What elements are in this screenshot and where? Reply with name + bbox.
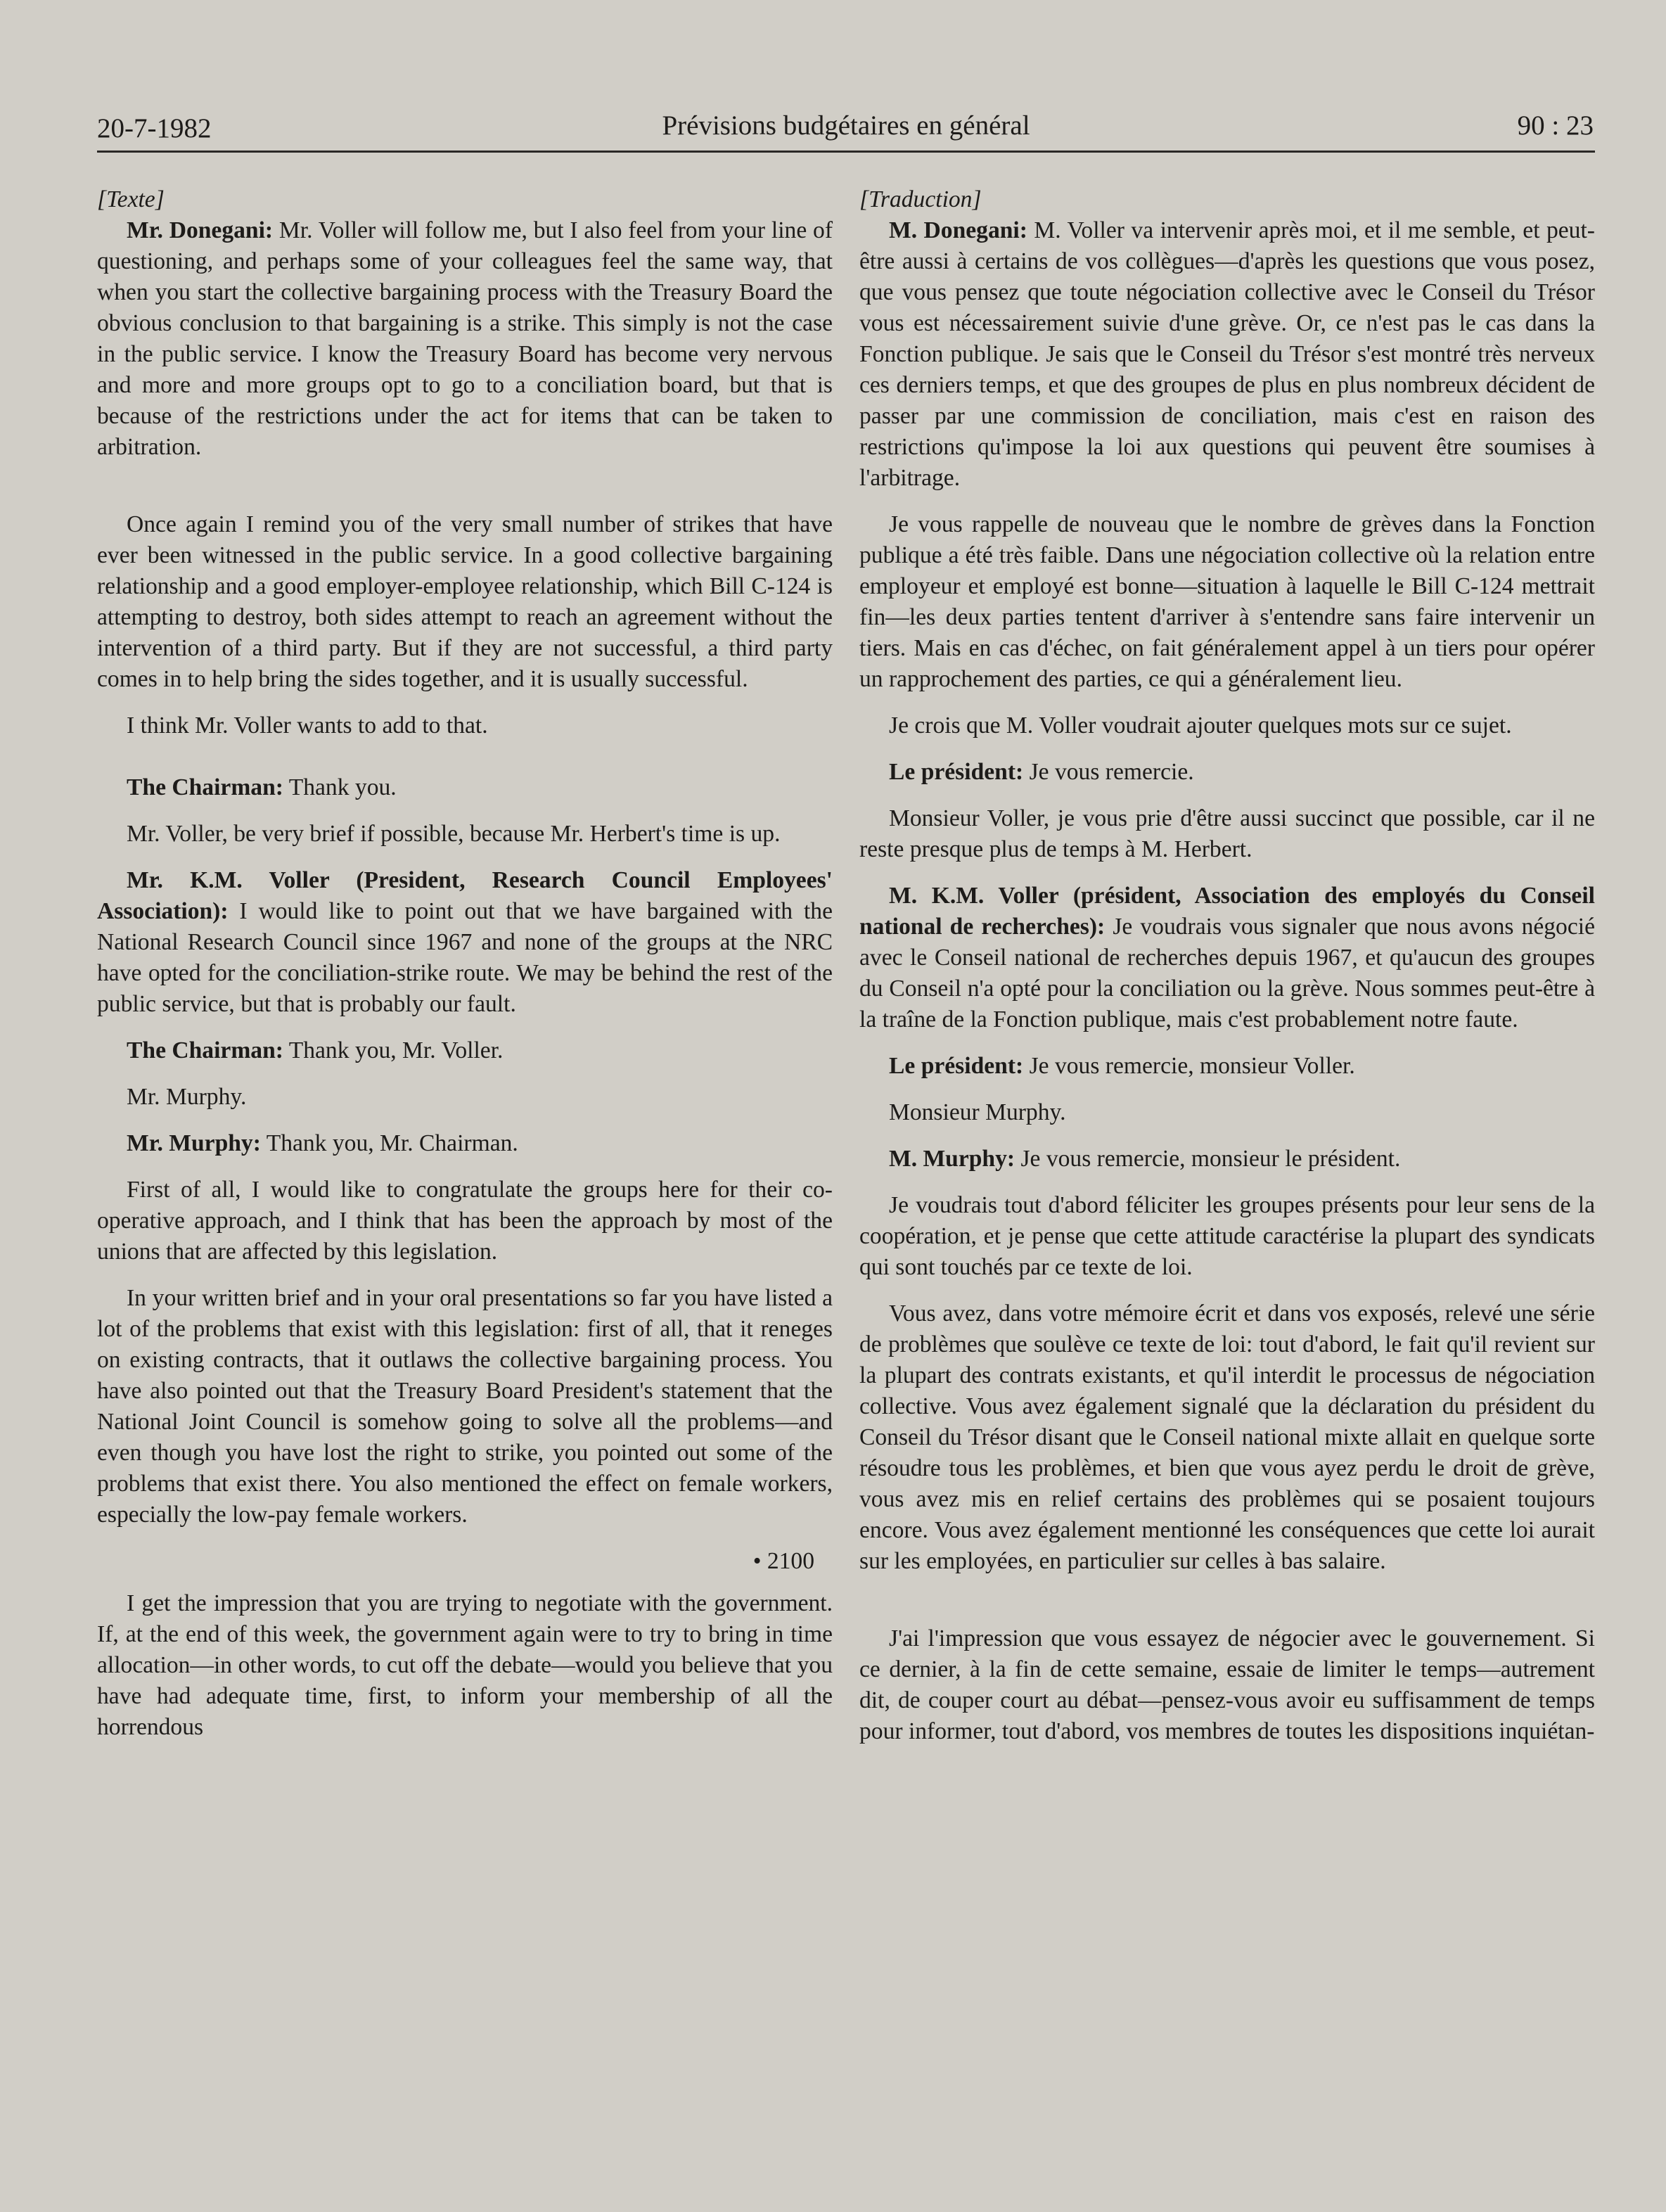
paragraph: Je vous rappelle de nouveau que le nombre de grèves dans la Fonction publique a été très faible. Dans une négociation collective où la relation entre employeur et employé est bonne—situation à laquelle le Bill C-124 mettrait fin—les deux parties tentent d'arriver à s'entendre sans faire intervenir un tiers. Mais en cas d'échec, on fait généralement appel à un tiers pour opérer un rapprochement des parties, ce qui a généralement lieu. <box>859 511 1595 692</box>
paragraph-text: Thank you, Mr. Chairman. <box>260 1130 518 1156</box>
speaker-name: M. K.M. Voller (président, Association des employés du Conseil national de recherches): <box>859 883 1595 940</box>
paragraph <box>859 1051 1595 1082</box>
speaker-name: Le président: <box>889 1053 1024 1079</box>
french-column <box>859 184 1595 1763</box>
paragraph: Je crois que M. Voller voudrait ajouter quelques mots sur ce sujet. <box>889 712 1512 739</box>
paragraph <box>859 757 1595 788</box>
speaker-name: Mr. Donegani: <box>127 217 274 243</box>
paragraph <box>97 772 833 803</box>
paragraph: In your written brief and in your oral presentations so far you have listed a lot of the problems that exist with this legislation: first of all, that it reneges on existing contracts, that it outlaws the collective bargaining process. You have also pointed out that the Treasury Board President's statement that the National Joint Council is somehow going to solve all the problems—and even though you have lost the right to strike, you pointed out some of the problems that exist there. You also mentioned the effect on female workers, especially the low-pay female workers. <box>97 1285 833 1528</box>
paragraph-text: Thank you, Mr. Voller. <box>283 1037 504 1063</box>
time-marker: • 2100 <box>752 1548 814 1574</box>
paragraph <box>97 1035 833 1066</box>
header-title: Prévisions budgétaires en général <box>662 110 1030 141</box>
speaker-name: The Chairman: <box>127 774 283 800</box>
paragraph: Je voudrais tout d'abord féliciter les groupes présents pour leur sens de la coopération, et je pense que cette attitude caractérise la plupart des syndicats qui sont touchés par ce texte de loi. <box>859 1192 1595 1280</box>
paragraph: I think Mr. Voller wants to add to that. <box>127 712 488 739</box>
header-date: 20-7-1982 <box>97 113 212 143</box>
paragraph: J'ai l'impression que vous essayez de négocier avec le gouvernement. Si ce dernier, à la fin de cette semaine, essaie de limiter le temps—autrement dit, de couper court au débat—pensez-vous avoir eu suffisamment de temps pour informer, tout d'abord, vos membres de toutes les dispositions inquiétan- <box>859 1625 1595 1744</box>
language-tag: [Texte] <box>97 186 165 212</box>
paragraph <box>97 865 833 1020</box>
paragraph <box>97 215 833 463</box>
paragraph-text: Je vous remercie. <box>1023 759 1194 785</box>
speaker-name: M. Murphy: <box>889 1146 1015 1172</box>
paragraph <box>97 1128 833 1159</box>
paragraph-text: Thank you. <box>283 774 397 800</box>
paragraph: Monsieur Murphy. <box>889 1099 1066 1125</box>
paragraph-text: Je voudrais vous signaler que nous avons négocié avec le Conseil national de recherches depuis 1967, et qu'aucun des groupes du Conseil n'a opté pour la conciliation ou la grève. Nous sommes peut-être à la traîne de la Fonction publique, mais c'est probablement notre faute. <box>859 914 1595 1033</box>
speaker-name: Mr. Murphy: <box>127 1130 261 1156</box>
paragraph: First of all, I would like to congratulate the groups here for their co-operative approach, and I think that has been the approach by most of the unions that are affected by this legislation. <box>97 1177 833 1265</box>
spacer <box>859 1592 1595 1623</box>
speaker-name: Le président: <box>889 759 1024 785</box>
header-rule <box>97 151 1595 153</box>
speaker-name: M. Donegani: <box>889 217 1027 243</box>
paragraph-text: I would like to point out that we have bargained with the National Research Council since 1967 and none of the groups at the NRC have opted for the conciliation-strike route. We may be behind the rest of the public service, but that is probably our fault. <box>97 898 833 1017</box>
language-tag: [Traduction] <box>859 186 982 212</box>
english-column <box>97 184 833 1758</box>
paragraph <box>859 881 1595 1035</box>
paragraph-text: Mr. Voller will follow me, but I also feel from your line of questioning, and perhaps some of your colleagues feel the same way, that when you start the collective bargaining process with the Treasury Board the obvious conclusion to that bargaining is a strike. This simply is not the case in the public service. I know the Treasury Board has become very nervous and more and more groups opt to go to a conciliation board, but that is because of the restrictions under the act for items that can be taken to arbitration. <box>97 217 833 460</box>
paragraph: Vous avez, dans votre mémoire écrit et dans vos exposés, relevé une série de problèmes que soulève ce texte de loi: tout d'abord, le fait qu'il revient sur la plupart des contrats existants, et qu'il interdit le processus de négociation collective. Vous avez également signalé que la déclaration du président du Conseil du Trésor disant que le Conseil national mixte allait en quelque sorte résoudre tous les problèmes, et bien que vous ayez perdu le droit de grève, vous avez mis en relief certains des problèmes qui se posaient toujours encore. Vous avez également mentionné les conséquences que cette loi aurait sur les employées, en particulier sur celles à bas salaire. <box>859 1300 1595 1574</box>
paragraph: Once again I remind you of the very small number of strikes that have ever been witnessed in the public service. In a good collective bargaining relationship and a good employer-employee relationship, which Bill C-124 is attempting to destroy, both sides attempt to reach an agreement without the intervention of a third party. But if they are not successful, a third party comes in to help bring the sides together, and it is usually successful. <box>97 511 833 692</box>
paragraph <box>859 215 1595 494</box>
spacer <box>97 478 833 509</box>
speaker-name: Mr. K.M. Voller (President, Research Council Employees' Association): <box>97 867 833 924</box>
paragraph: Mr. Murphy. <box>127 1084 247 1110</box>
speaker-name: The Chairman: <box>127 1037 283 1063</box>
paragraph: I get the impression that you are trying to negotiate with the government. If, at the end of this week, the government again were to try to bring in time allocation—in other words, to cut off the debate—would you believe that you have had adequate time, first, to inform your membership of all the horrendous <box>97 1590 833 1740</box>
paragraph <box>859 1144 1595 1175</box>
paragraph-text: M. Voller va intervenir après moi, et il me semble, et peut-être aussi à certains de vos collègues—d'après les questions que vous posez, que vous pensez que toute négociation collective avec le Conseil du Trésor vous est nécessairement suivie d'une grève. Or, ce n'est pas le cas dans la Fonction publique. Je sais que le Conseil du Trésor s'est montré très nerveux ces derniers temps, et que des groupes de plus en plus nombreux décident de passer par une commission de conciliation, mais c'est en raison des restrictions qu'impose la loi aux questions qui peuvent être soumises à l'arbitrage. <box>859 217 1595 491</box>
paragraph-text: Je vous remercie, monsieur le président. <box>1015 1146 1401 1172</box>
running-header <box>97 106 1595 151</box>
header-page-number: 90 : 23 <box>1517 110 1594 141</box>
paragraph: Monsieur Voller, je vous prie d'être aussi succinct que possible, car il ne reste presque plus de temps à M. Herbert. <box>859 805 1595 862</box>
language-tag-label: Traduction <box>869 186 973 212</box>
paragraph-text: Je vous remercie, monsieur Voller. <box>1023 1053 1355 1079</box>
spacer <box>97 757 833 772</box>
language-tag-label: Texte <box>106 186 155 212</box>
paragraph: Mr. Voller, be very brief if possible, because Mr. Herbert's time is up. <box>127 821 781 847</box>
